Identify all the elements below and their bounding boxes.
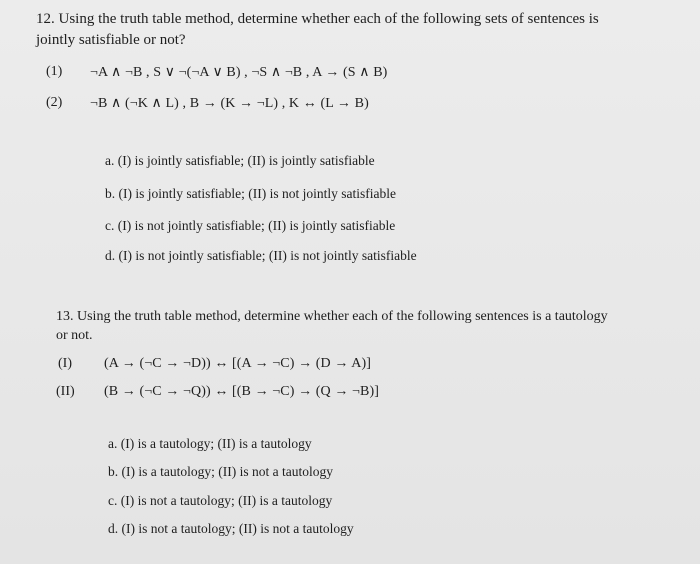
q13-item-1-label: (I) [58, 356, 72, 371]
q12-prompt-line2: jointly satisfiable or not? [36, 32, 186, 48]
q13-item-1-formula: (A → (¬C → ¬D)) ↔ [(A → ¬C) → (D → A)] [104, 356, 372, 371]
q12-item-1-label: (1) [46, 64, 63, 79]
q13-option-c[interactable]: c. (I) is not a tautology; (II) is a tautology [108, 493, 333, 508]
q13-item-2-formula: (B → (¬C → ¬Q)) ↔ [(B → ¬C) → (Q → ¬B)] [104, 384, 380, 399]
q13-option-a[interactable]: a. (I) is a tautology; (II) is a tautology [108, 436, 312, 451]
q12-option-b[interactable]: b. (I) is jointly satisfiable; (II) is not jointly satisfiable [105, 186, 396, 201]
q12-option-c[interactable]: c. (I) is not jointly satisfiable; (II) is jointly satisfiable [105, 218, 396, 233]
q13-prompt-line2: or not. [56, 328, 93, 343]
q13-prompt-line1: 13. Using the truth table method, determine whether each of the following sentences is a tautology [56, 309, 608, 324]
q13-option-d[interactable]: d. (I) is not a tautology; (II) is not a tautology [108, 521, 354, 536]
q12-prompt-line1: 12. Using the truth table method, determine whether each of the following sets of sentences is [36, 11, 599, 27]
q12-option-d[interactable]: d. (I) is not jointly satisfiable; (II) is not jointly satisfiable [105, 248, 417, 263]
q13-option-b[interactable]: b. (I) is a tautology; (II) is not a tautology [108, 464, 333, 479]
q12-option-a[interactable]: a. (I) is jointly satisfiable; (II) is jointly satisfiable [105, 153, 375, 168]
q13-item-2-label: (II) [56, 384, 75, 399]
q12-item-1-formula: ¬A ∧ ¬B , S ∨ ¬(¬A ∨ B) , ¬S ∧ ¬B , A → (S ∧ B) [90, 65, 388, 80]
q12-item-2-formula: ¬B ∧ (¬K ∧ L) , B → (K → ¬L) , K ↔ (L → B) [90, 96, 369, 111]
q12-item-2-label: (2) [46, 95, 63, 110]
